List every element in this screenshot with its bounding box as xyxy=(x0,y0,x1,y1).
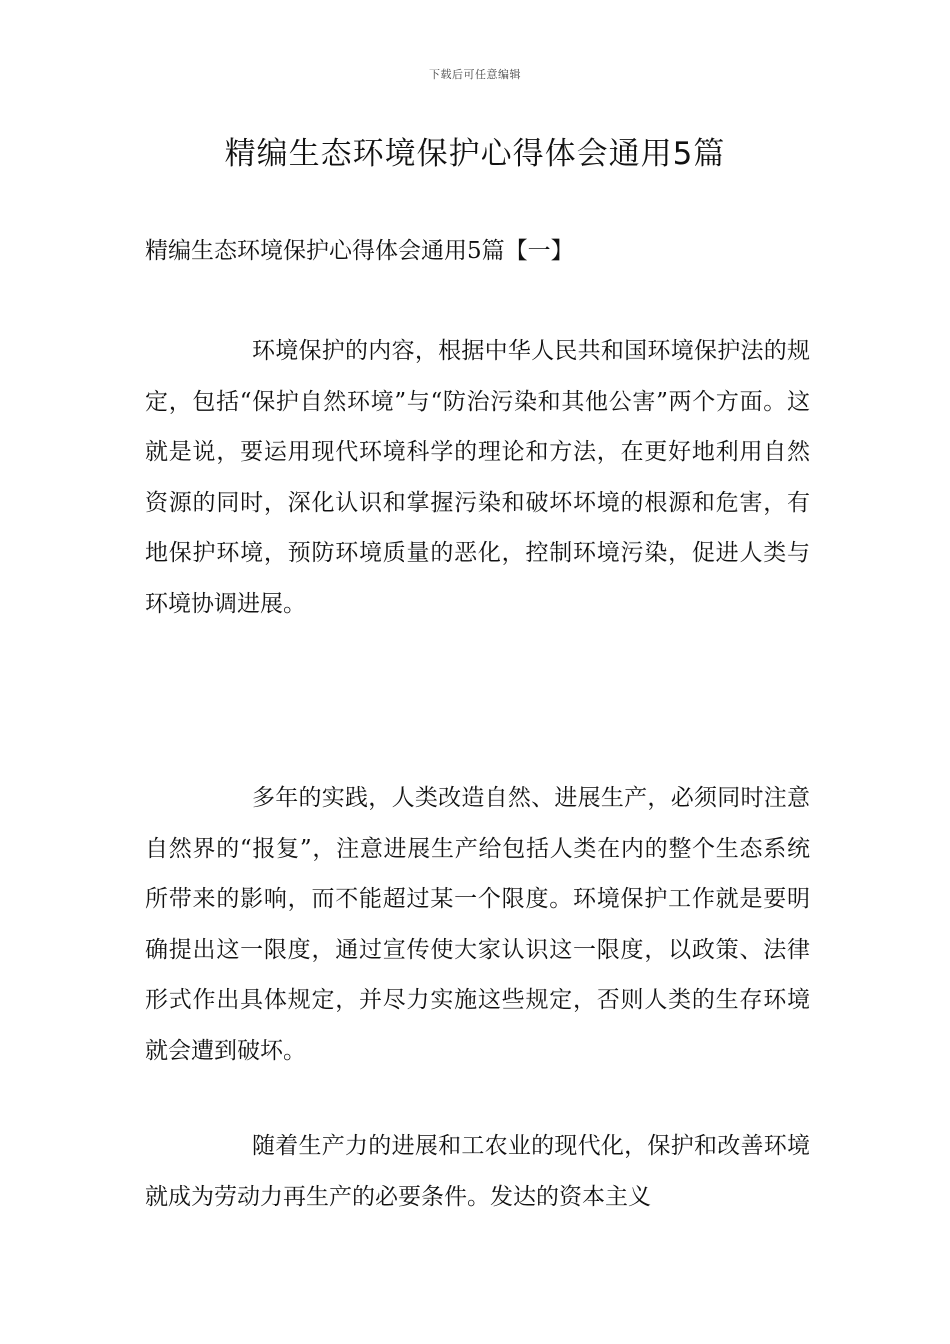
header-note: 下载后可任意编辑 xyxy=(429,68,521,81)
paragraph-2: 多年的实践，人类改造自然、进展生产，必须同时注意自然界的“报复”，注意进展生产给包括人类在内的整个生态系统所带来的影响，而不能超过某一个限度。环境保护工作就是要明确提出这一限度，通过宣传使大家认识这一限度，以政策、法律形式作出具体规定，并尽力实施这些规定，否则人类的生存环境就会遭到破坏。 xyxy=(145,785,810,1064)
paragraph-1: 环境保护的内容，根据中华人民共和国环境保护法的规定，包括“保护自然环境”与“防治污染和其他公害”两个方面。这就是说，要运用现代环境科学的理论和方法，在更好地利用自然资源的同时，深化认识和掌握污染和破坏坏境的根源和危害，有地保护环境，预防环境质量的恶化，控制环境污染，促进人类与环境协调进展。 xyxy=(145,338,810,617)
document-title: 精编生态环境保护心得体会通用5篇 xyxy=(224,136,726,172)
section-title: 精编生态环境保护心得体会通用5篇【一】 xyxy=(145,238,574,264)
paragraph-3: 随着生产力的进展和工农业的现代化，保护和改善环境就成为劳动力再生产的必要条件。发达的资本主义 xyxy=(145,1133,810,1210)
